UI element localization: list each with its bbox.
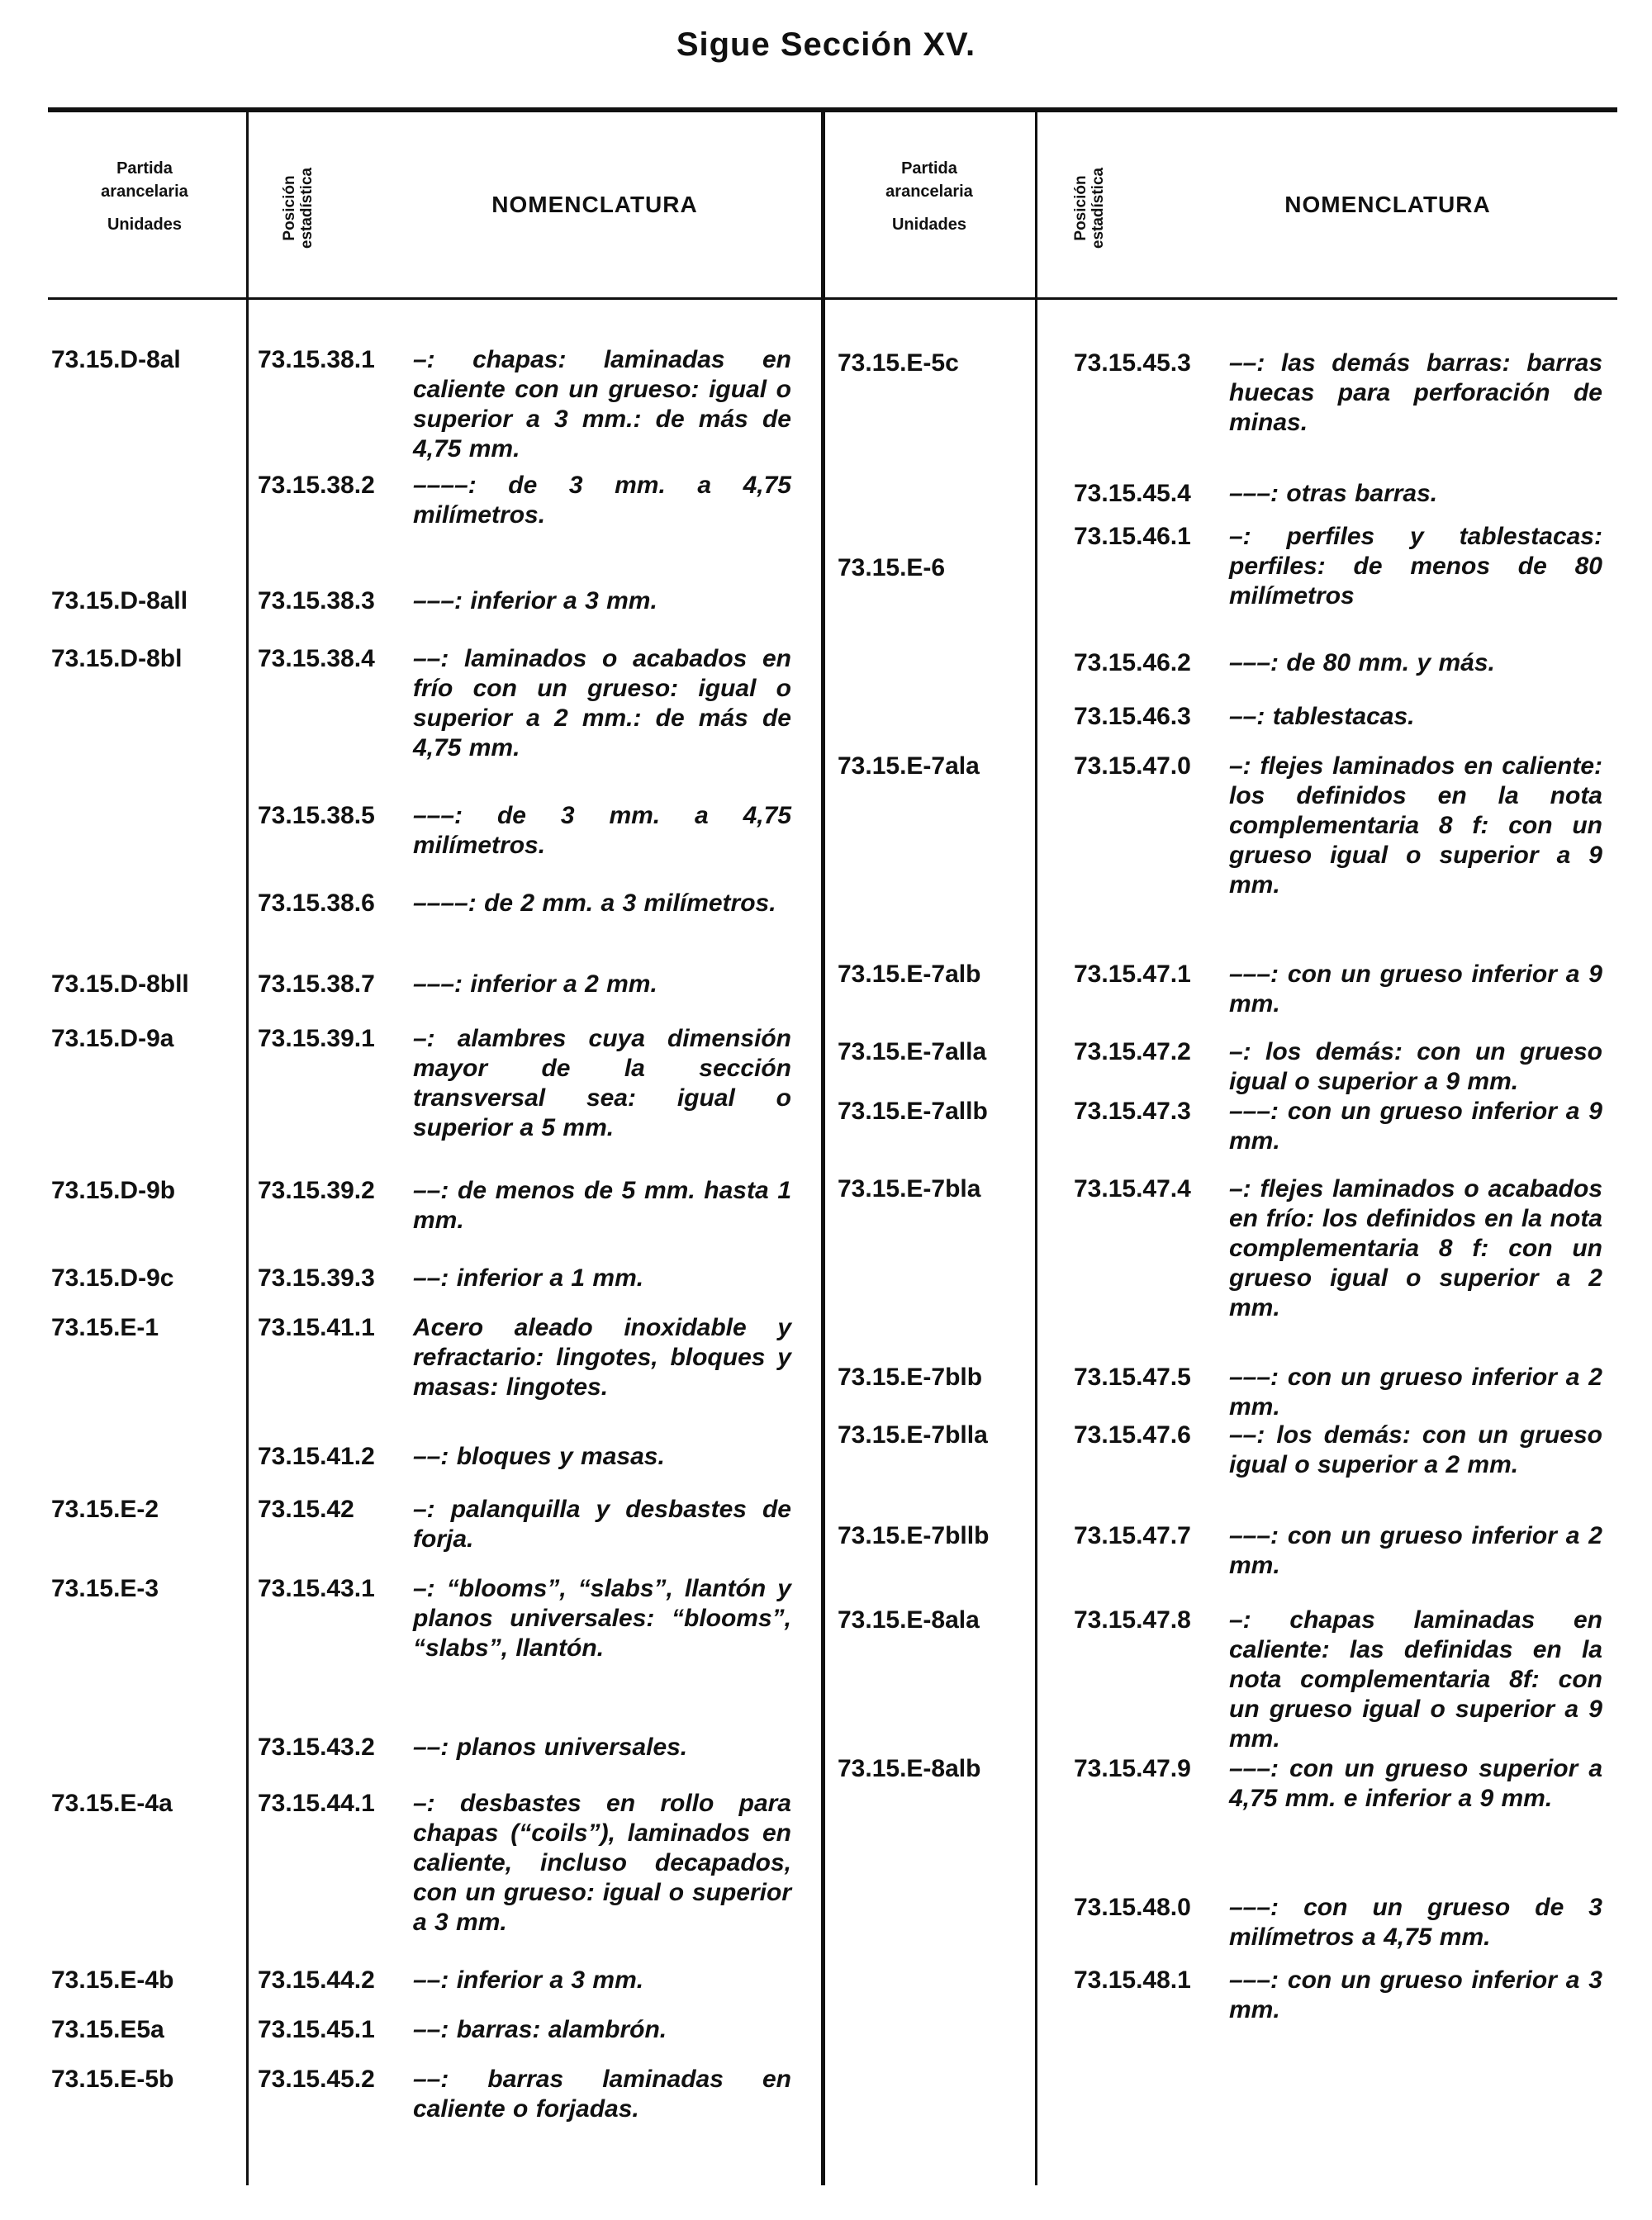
nomenclatura-text: –––: con un grueso inferior a 2 mm.	[1229, 1364, 1602, 1421]
posicion-estadistica: 73.15.38.6	[258, 889, 375, 917]
nomenclatura-text: –: flejes laminados o acabados en frío: los definidos en la nota complementaria 8 f: con un grueso igual o superior a 2 mm.	[1229, 1175, 1602, 1321]
nomenclatura-text: ––: los demás: con un grueso igual o superior a 2 mm.	[1229, 1421, 1602, 1478]
header-nomenclatura: NOMENCLATURA	[1284, 192, 1491, 217]
posicion-estadistica: 73.15.38.3	[258, 587, 375, 614]
partida-code: 73.15.D-8bll	[51, 970, 189, 998]
posicion-estadistica: 73.15.47.1	[1074, 961, 1191, 988]
page-title: Sigue Sección XV.	[676, 26, 976, 63]
header-posicion	[1072, 150, 1107, 266]
nomenclatura-text: –––: con un grueso inferior a 9 mm.	[1229, 961, 1602, 1017]
header-partida-line: arancelaria	[885, 183, 973, 201]
posicion-estadistica: 73.15.48.1	[1074, 1966, 1191, 1994]
partida-code: 73.15.E-5b	[51, 2066, 174, 2093]
posicion-estadistica: 73.15.39.3	[258, 1264, 375, 1292]
nomenclatura-text: –––: inferior a 3 mm.	[413, 587, 657, 614]
nomenclatura-text: –––: inferior a 2 mm.	[413, 970, 657, 998]
partida-code: 73.15.D-9c	[51, 1264, 174, 1292]
header-partida-line: Unidades	[107, 216, 183, 234]
nomenclatura-text: ––: las demás barras: barras huecas para perforación de minas.	[1229, 349, 1602, 436]
nomenclatura-text: –––: de 3 mm. a 4,75 milímetros.	[413, 802, 791, 859]
top-rule	[48, 107, 1617, 112]
partida-code: 73.15.D-8al	[51, 346, 181, 373]
nomenclatura-text: ––: tablestacas.	[1229, 703, 1415, 730]
partida-code: 73.15.D-8bl	[51, 645, 183, 672]
nomenclatura-text: –––: otras barras.	[1229, 480, 1438, 507]
posicion-estadistica: 73.15.38.7	[258, 970, 375, 998]
partida-code: 73.15.D-9b	[51, 1177, 176, 1204]
center-divider	[821, 112, 825, 2185]
column-divider	[246, 112, 249, 2185]
posicion-estadistica: 73.15.47.7	[1074, 1522, 1191, 1549]
partida-code: 73.15.E-7allb	[838, 1098, 988, 1125]
partida-code: 73.15.E-6	[838, 554, 946, 581]
header-partida-line: Partida	[901, 159, 957, 178]
posicion-estadistica: 73.15.47.8	[1074, 1606, 1191, 1634]
nomenclatura-text: ––: de menos de 5 mm. hasta 1 mm.	[413, 1177, 791, 1234]
posicion-estadistica: 73.15.46.2	[1074, 649, 1191, 676]
nomenclatura-text: ––: planos universales.	[413, 1734, 688, 1761]
header-posicion-line: Posición	[1072, 175, 1089, 241]
header-partida-line: Unidades	[891, 216, 967, 234]
nomenclatura-text: ––––: de 2 mm. a 3 milímetros.	[413, 889, 776, 917]
nomenclatura-text: –: desbastes en rollo para chapas (“coils”), laminados en caliente, incluso decapados, con un grueso: igual o superior a 3 mm.	[413, 1790, 791, 1936]
posicion-estadistica: 73.15.41.2	[258, 1443, 375, 1470]
posicion-estadistica: 73.15.47.4	[1074, 1175, 1191, 1202]
posicion-estadistica: 73.15.48.0	[1074, 1894, 1191, 1921]
partida-code: 73.15.D-9a	[51, 1025, 174, 1052]
partida-code: 73.15.E-7blb	[838, 1364, 983, 1391]
partida-code: 73.15.E-7ala	[838, 752, 980, 780]
partida-code: 73.15.E-4a	[51, 1790, 173, 1817]
header-posicion-line: estadística	[298, 167, 316, 249]
posicion-estadistica: 73.15.47.0	[1074, 752, 1191, 780]
partida-code: 73.15.E-3	[51, 1575, 159, 1602]
nomenclatura-text: ––: laminados o acabados en frío con un grueso: igual o superior a 2 mm.: de más de 4,75 mm.	[413, 645, 791, 761]
partida-code: 73.15.E-8ala	[838, 1606, 980, 1634]
header-partida-line: arancelaria	[101, 183, 188, 201]
partida-code: 73.15.E-7alla	[838, 1038, 987, 1065]
posicion-estadistica: 73.15.45.1	[258, 2016, 375, 2043]
header-partida-line: Partida	[116, 159, 173, 178]
posicion-estadistica: 73.15.47.5	[1074, 1364, 1191, 1391]
posicion-estadistica: 73.15.45.2	[258, 2066, 375, 2093]
posicion-estadistica: 73.15.45.4	[1074, 480, 1191, 507]
nomenclatura-text: ––: inferior a 1 mm.	[413, 1264, 644, 1292]
nomenclatura-text: –: los demás: con un grueso igual o superior a 9 mm.	[1229, 1038, 1602, 1095]
header-partida	[826, 157, 1032, 236]
partida-code: 73.15.D-8all	[51, 587, 188, 614]
nomenclatura-text: –––: de 80 mm. y más.	[1229, 649, 1495, 676]
partida-code: 73.15.E-8alb	[838, 1755, 981, 1782]
posicion-estadistica: 73.15.41.1	[258, 1314, 375, 1341]
nomenclatura-text: –: alambres cuya dimensión mayor de la sección transversal sea: igual o superior a 5 mm.	[413, 1025, 791, 1141]
posicion-estadistica: 73.15.47.9	[1074, 1755, 1191, 1782]
nomenclatura-text: –: palanquilla y desbastes de forja.	[413, 1496, 791, 1553]
posicion-estadistica: 73.15.43.2	[258, 1734, 375, 1761]
partida-code: 73.15.E-5c	[838, 349, 959, 377]
header-posicion	[281, 150, 316, 266]
posicion-estadistica: 73.15.44.2	[258, 1966, 375, 1994]
header-nomenclatura: NOMENCLATURA	[491, 192, 698, 217]
partida-code: 73.15.E-7bllb	[838, 1522, 990, 1549]
nomenclatura-text: –: chapas laminadas en caliente: las definidas en la nota complementaria 8f: con un grueso igual o superior a 9 mm.	[1229, 1606, 1602, 1753]
header-rule	[48, 297, 1617, 300]
nomenclatura-text: –: perfiles y tablestacas: perfiles: de menos de 80 milímetros	[1229, 523, 1602, 610]
nomenclatura-text: ––––: de 3 mm. a 4,75 milímetros.	[413, 472, 791, 529]
nomenclatura-text: –––: con un grueso superior a 4,75 mm. e inferior a 9 mm.	[1229, 1755, 1602, 1812]
posicion-estadistica: 73.15.42	[258, 1496, 354, 1523]
posicion-estadistica: 73.15.45.3	[1074, 349, 1191, 377]
nomenclatura-text: ––: barras: alambrón.	[413, 2016, 667, 2043]
partida-code: 73.15.E-1	[51, 1314, 159, 1341]
posicion-estadistica: 73.15.38.4	[258, 645, 375, 672]
nomenclatura-text: –: chapas: laminadas en caliente con un grueso: igual o superior a 3 mm.: de más de 4,75 mm.	[413, 346, 791, 462]
nomenclatura-text: ––: inferior a 3 mm.	[413, 1966, 644, 1994]
nomenclatura-text: –: “blooms”, “slabs”, llantón y planos universales: “blooms”, “slabs”, llantón.	[413, 1575, 791, 1662]
header-posicion-line: estadística	[1089, 167, 1107, 249]
posicion-estadistica: 73.15.47.6	[1074, 1421, 1191, 1449]
header-partida	[50, 157, 240, 236]
nomenclatura-text: –: flejes laminados en caliente: los definidos en la nota complementaria 8 f: con un grueso igual o superior a 9 mm.	[1229, 752, 1602, 899]
nomenclatura-text: –––: con un grueso de 3 milímetros a 4,75 mm.	[1229, 1894, 1602, 1951]
column-divider	[1035, 112, 1037, 2185]
partida-code: 73.15.E-7alb	[838, 961, 981, 988]
posicion-estadistica: 73.15.46.1	[1074, 523, 1191, 550]
posicion-estadistica: 73.15.47.2	[1074, 1038, 1191, 1065]
nomenclatura-text: ––: bloques y masas.	[413, 1443, 665, 1470]
nomenclatura-text: –––: con un grueso inferior a 2 mm.	[1229, 1522, 1602, 1579]
posicion-estadistica: 73.15.38.5	[258, 802, 375, 829]
partida-code: 73.15.E-4b	[51, 1966, 174, 1994]
posicion-estadistica: 73.15.38.2	[258, 472, 375, 499]
partida-code: 73.15.E5a	[51, 2016, 164, 2043]
posicion-estadistica: 73.15.47.3	[1074, 1098, 1191, 1125]
nomenclatura-text: Acero aleado inoxidable y refractario: lingotes, bloques y masas: lingotes.	[413, 1314, 791, 1401]
posicion-estadistica: 73.15.43.1	[258, 1575, 375, 1602]
posicion-estadistica: 73.15.44.1	[258, 1790, 375, 1817]
header-posicion-line: Posición	[281, 175, 298, 241]
nomenclatura-text: –––: con un grueso inferior a 9 mm.	[1229, 1098, 1602, 1155]
partida-code: 73.15.E-2	[51, 1496, 159, 1523]
posicion-estadistica: 73.15.39.1	[258, 1025, 375, 1052]
partida-code: 73.15.E-7blla	[838, 1421, 988, 1449]
nomenclatura-text: ––: barras laminadas en caliente o forjadas.	[413, 2066, 791, 2123]
posicion-estadistica: 73.15.38.1	[258, 346, 375, 373]
posicion-estadistica: 73.15.39.2	[258, 1177, 375, 1204]
nomenclatura-text: –––: con un grueso inferior a 3 mm.	[1229, 1966, 1602, 2023]
partida-code: 73.15.E-7bla	[838, 1175, 981, 1202]
posicion-estadistica: 73.15.46.3	[1074, 703, 1191, 730]
